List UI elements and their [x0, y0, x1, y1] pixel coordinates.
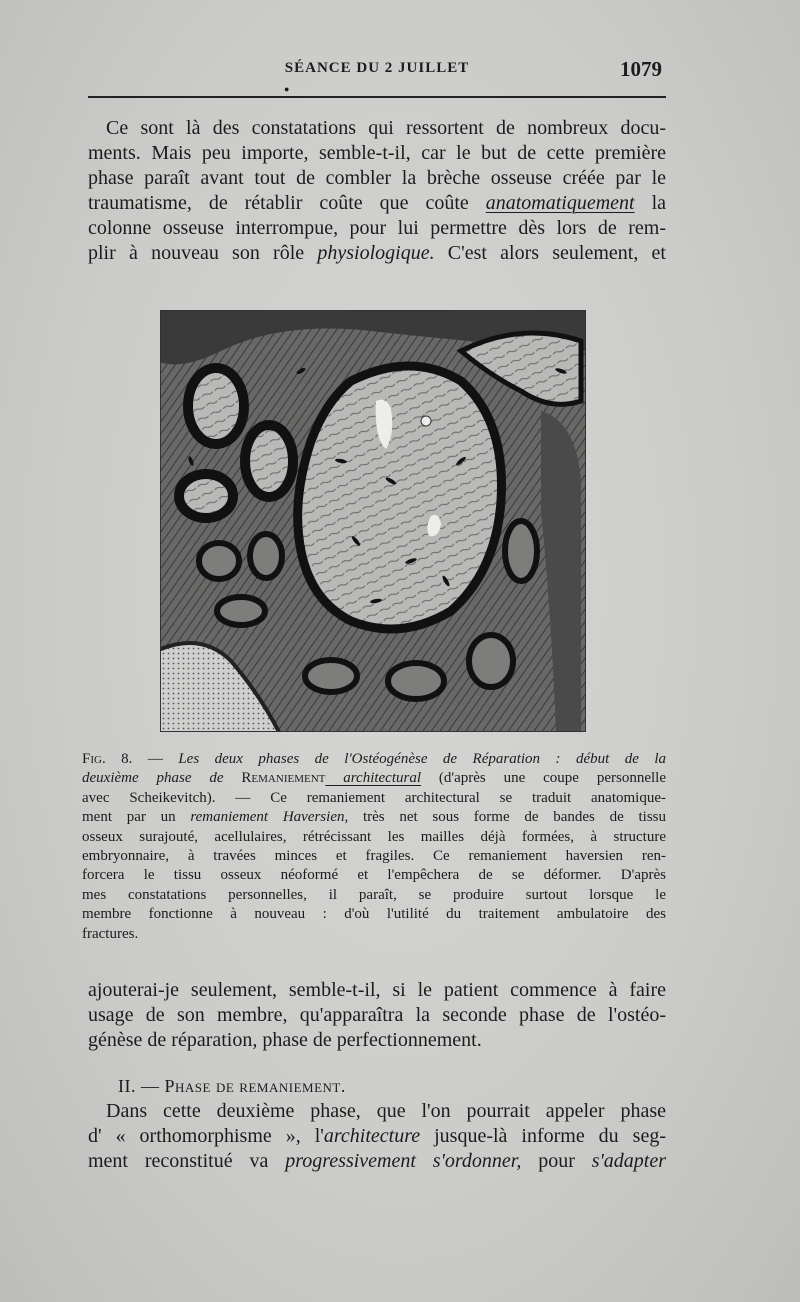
text-line: ment reconstitué va progressivement s'ordonner, pour s'adapter: [88, 1150, 666, 1172]
text-line: ments. Mais peu importe, semble-t-il, car le but de cette première: [88, 142, 666, 164]
paragraph-2: [88, 978, 666, 1053]
header-rule: [88, 96, 666, 98]
caption-line: Fig. 8. — Les deux phases de l'Ostéogénèse de Réparation : début de la: [82, 751, 667, 767]
caption-line: fractures.: [82, 925, 139, 942]
caption-line: deuxième phase de Remaniement architectural (d'après une coupe personnelle: [82, 770, 666, 787]
paragraph-1: [88, 116, 666, 266]
section-heading: II. — Phase de remaniement.: [118, 1076, 346, 1096]
text-line: plir à nouveau son rôle physiologique. C'est alors seulement, et: [88, 242, 666, 264]
text-line: colonne osseuse interrompue, pour lui permettre dès lors de rem-: [88, 217, 666, 239]
emphasis: physiologique.: [317, 242, 435, 264]
text-line: usage de son membre, qu'apparaîtra la seconde phase de l'ostéo-: [88, 1004, 666, 1026]
figure-caption: [82, 750, 666, 944]
page-header: [88, 57, 666, 94]
caption-line: mes constatations personnelles, il paraît, se produire surtout lorsque le: [82, 886, 666, 903]
printer-dot: ●: [284, 84, 290, 94]
text-line: traumatisme, de rétablir coûte que coûte anatomatiquement la: [88, 192, 667, 214]
histology-figure: [160, 310, 586, 732]
page-number: 1079: [620, 57, 662, 81]
caption-line: osseux surajouté, acellulaires, rétrécissant les mailles déjà formées, à structure: [82, 828, 666, 845]
paragraph-3: [88, 1099, 666, 1174]
bone-section-illustration: [161, 311, 585, 731]
emphasis: anatomatiquement: [485, 192, 635, 214]
caption-line: forcera le tissu osseux néoformé et l'empêchera de se déformer. D'après: [82, 867, 666, 884]
text-line: Dans cette deuxième phase, que l'on pourrait appeler phase: [106, 1100, 666, 1122]
text-line: phase paraît avant tout de combler la brèche osseuse créée par le: [88, 167, 666, 189]
running-title: SÉANCE DU 2 JUILLET: [284, 60, 470, 76]
figure-label: Fig. 8.: [82, 751, 133, 767]
text-line: d' « orthomorphisme », l'architecture jusque-là informe du seg-: [88, 1125, 666, 1147]
caption-line: embryonnaire, à travées minces et fragiles. Ce remaniement haversien ren-: [82, 848, 666, 865]
text-line: génèse de réparation, phase de perfectionnement.: [88, 1029, 482, 1051]
caption-line: membre fonctionne à nouveau : d'où l'utilité du traitement ambulatoire des: [82, 906, 666, 923]
text-line: ajouterai-je seulement, semble-t-il, si le patient commence à faire: [88, 979, 666, 1001]
text-line: Ce sont là des constatations qui ressortent de nombreux docu-: [106, 117, 666, 139]
caption-line: ment par un remaniement Haversien, très net sous forme de bandes de tissu: [82, 809, 667, 826]
caption-line: avec Scheikevitch). — Ce remaniement architectural se traduit anatomique-: [82, 789, 666, 806]
